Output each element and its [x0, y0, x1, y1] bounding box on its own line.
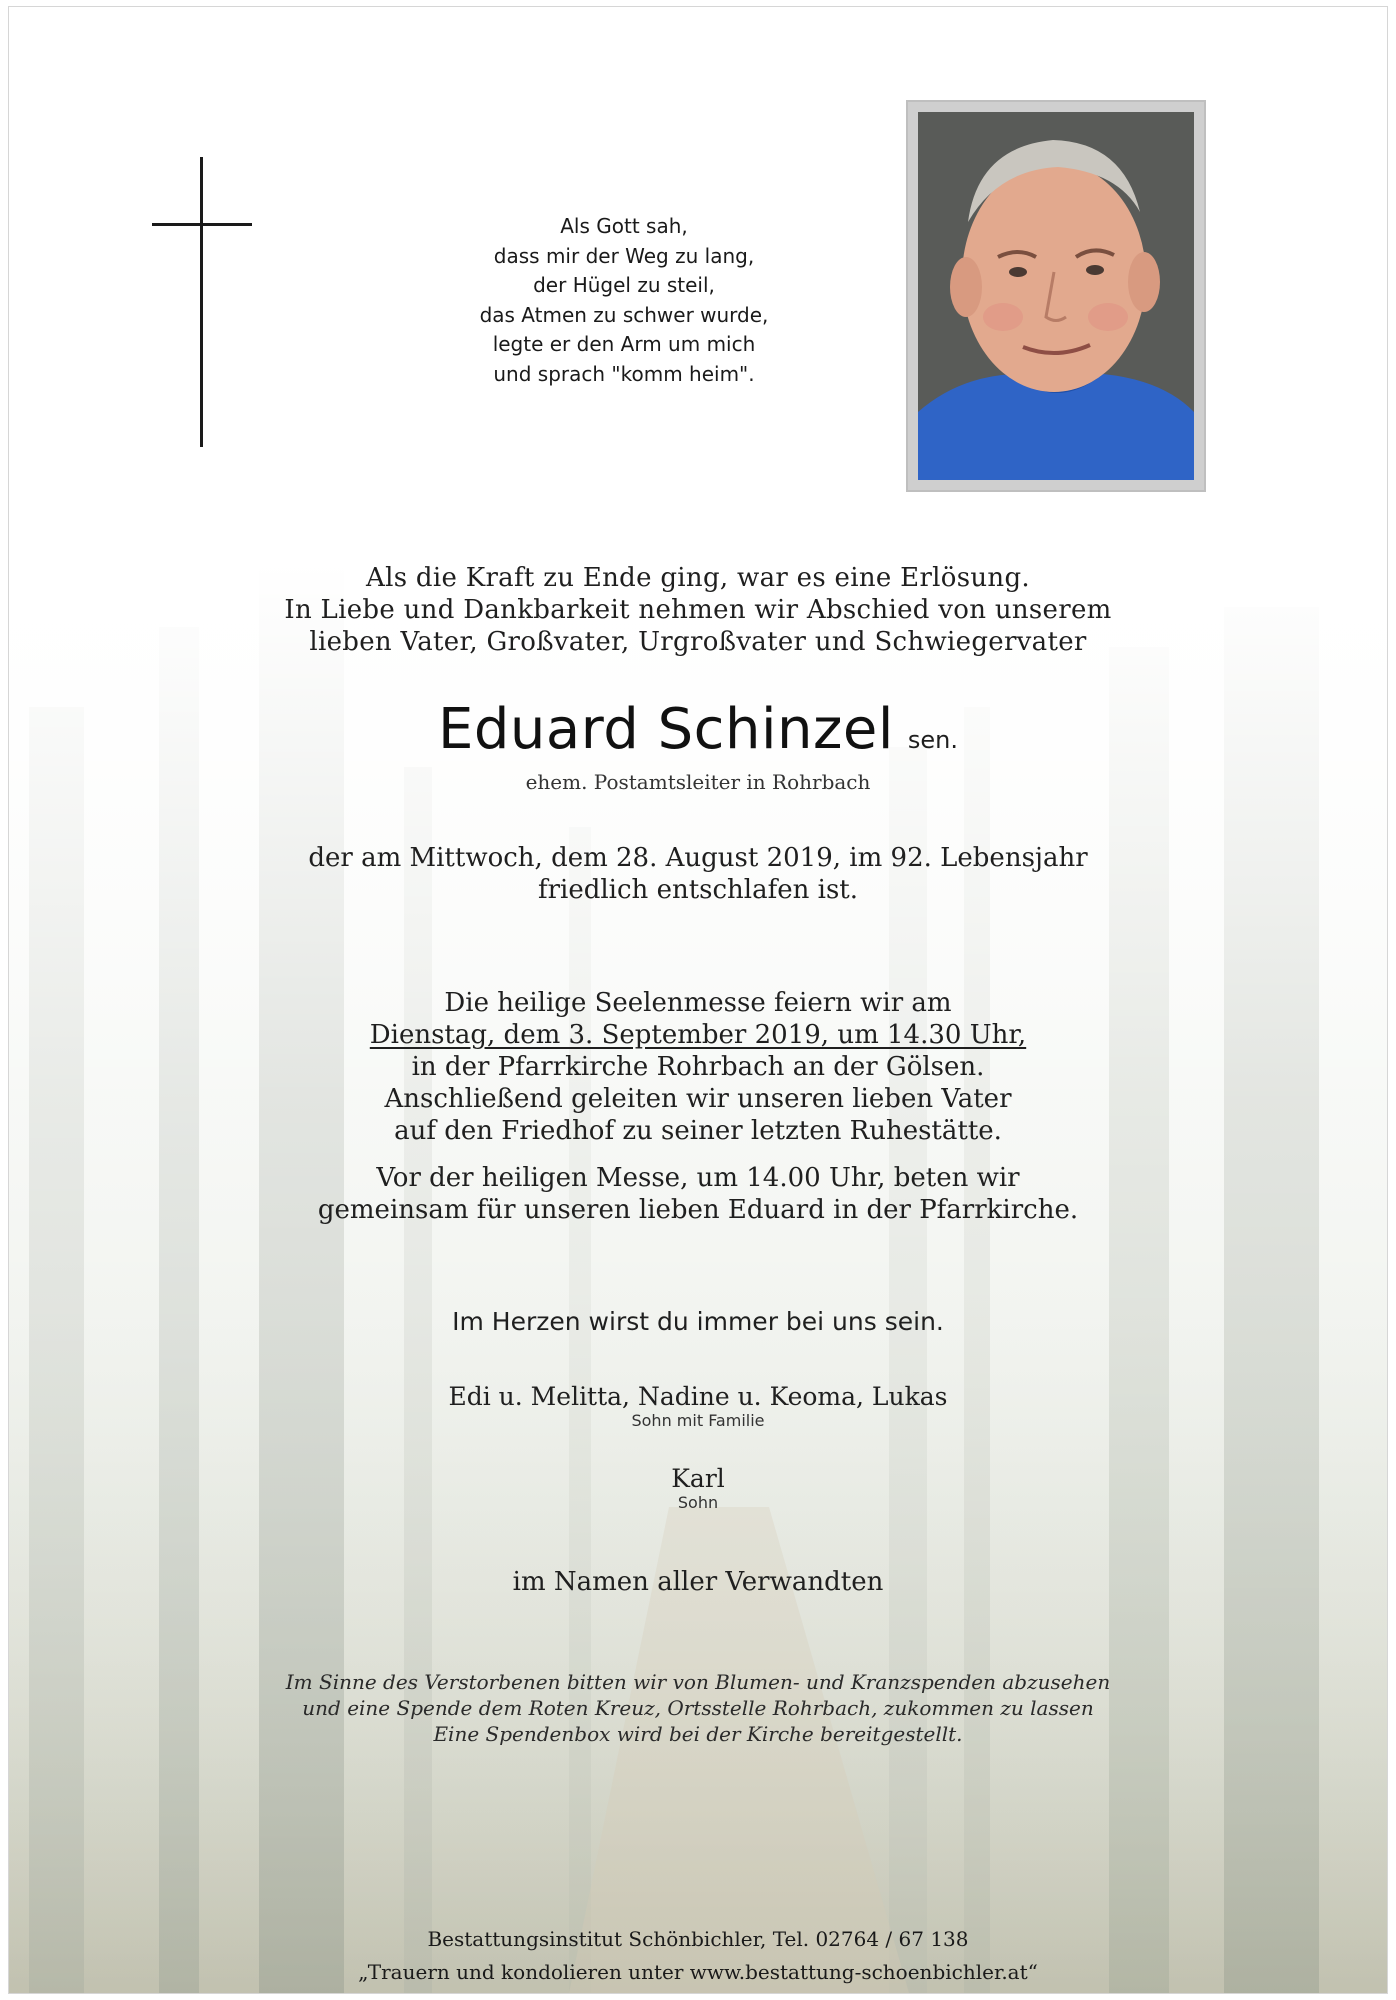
mass-line: Anschließend geleiten wir unseren lieben Vater	[384, 1084, 1012, 1114]
deceased-name: Eduard Schinzel	[437, 697, 894, 762]
mass-info	[9, 987, 1387, 1147]
poem-line: Als Gott sah,	[560, 214, 688, 238]
cross-icon-bar	[152, 223, 252, 226]
portrait-photo	[918, 112, 1194, 480]
mass-date: Dienstag, dem 3. September 2019, um 14.30 Uhr,	[369, 1020, 1027, 1050]
prayer-line: gemeinsam für unseren lieben Eduard in der Pfarrkirche.	[317, 1195, 1079, 1225]
poem-line: legte er den Arm um mich	[492, 332, 756, 356]
intro-line: In Liebe und Dankbarkeit nehmen wir Abschied von unserem	[284, 595, 1112, 625]
donation-line: Im Sinne des Verstorbenen bitten wir von Blumen- und Kranzspenden abzusehen	[285, 1670, 1111, 1694]
prayer-line: Vor der heiligen Messe, um 14.00 Uhr, beten wir	[376, 1163, 1020, 1193]
poem-line: das Atmen zu schwer wurde,	[479, 302, 769, 327]
donation-line: und eine Spende dem Roten Kreuz, Ortsstelle Rohrbach, zukommen zu lassen	[302, 1696, 1094, 1720]
occupation: ehem. Postamtsleiter in Rohrbach	[525, 770, 871, 794]
prayer-info	[9, 1162, 1387, 1226]
relatives-line: im Namen aller Verwandten	[512, 1567, 884, 1597]
mass-line: auf den Friedhof zu seiner letzten Ruhestätte.	[394, 1116, 1002, 1146]
funeral-home: Bestattungsinstitut Schönbichler, Tel. 02764 / 67 138	[427, 1927, 969, 1951]
mourner-names: Karl	[671, 1464, 725, 1493]
footer	[9, 1923, 1387, 1989]
mourner-role: Sohn mit Familie	[631, 1411, 765, 1430]
motto: Im Herzen wirst du immer bei uns sein.	[452, 1307, 944, 1336]
poem-line: dass mir der Weg zu lang,	[493, 243, 755, 268]
portrait-frame	[906, 100, 1206, 492]
mourner-role: Sohn	[677, 1493, 719, 1512]
mass-line: in der Pfarrkirche Rohrbach an der Gölsen.	[411, 1052, 985, 1082]
mourner-group	[9, 1464, 1387, 1512]
poem-line: der Hügel zu steil,	[533, 273, 715, 297]
obituary-sheet	[8, 6, 1388, 1994]
deceased-name-block	[9, 697, 1387, 762]
donation-note	[9, 1669, 1387, 1747]
poem-line: und sprach "komm heim".	[493, 361, 755, 386]
donation-line: Eine Spendenbox wird bei der Kirche bereitgestellt.	[433, 1722, 963, 1746]
death-line: friedlich entschlafen ist.	[537, 875, 859, 905]
condolence-link[interactable]: „Trauern und kondolieren unter www.bestattung-schoenbichler.at“	[358, 1960, 1038, 1984]
poem	[439, 212, 809, 389]
death-notice	[9, 842, 1387, 906]
death-line: der am Mittwoch, dem 28. August 2019, im 92. Lebensjahr	[308, 843, 1088, 873]
intro-line: lieben Vater, Großvater, Urgroßvater und Schwiegervater	[309, 627, 1087, 657]
mourner-group	[9, 1382, 1387, 1430]
name-suffix: sen.	[907, 726, 959, 754]
mourner-names: Edi u. Melitta, Nadine u. Keoma, Lukas	[448, 1382, 948, 1411]
mass-line: Die heilige Seelenmesse feiern wir am	[444, 988, 952, 1018]
cross-icon	[200, 157, 203, 447]
intro-text	[9, 562, 1387, 658]
intro-line: Als die Kraft zu Ende ging, war es eine Erlösung.	[366, 563, 1030, 593]
